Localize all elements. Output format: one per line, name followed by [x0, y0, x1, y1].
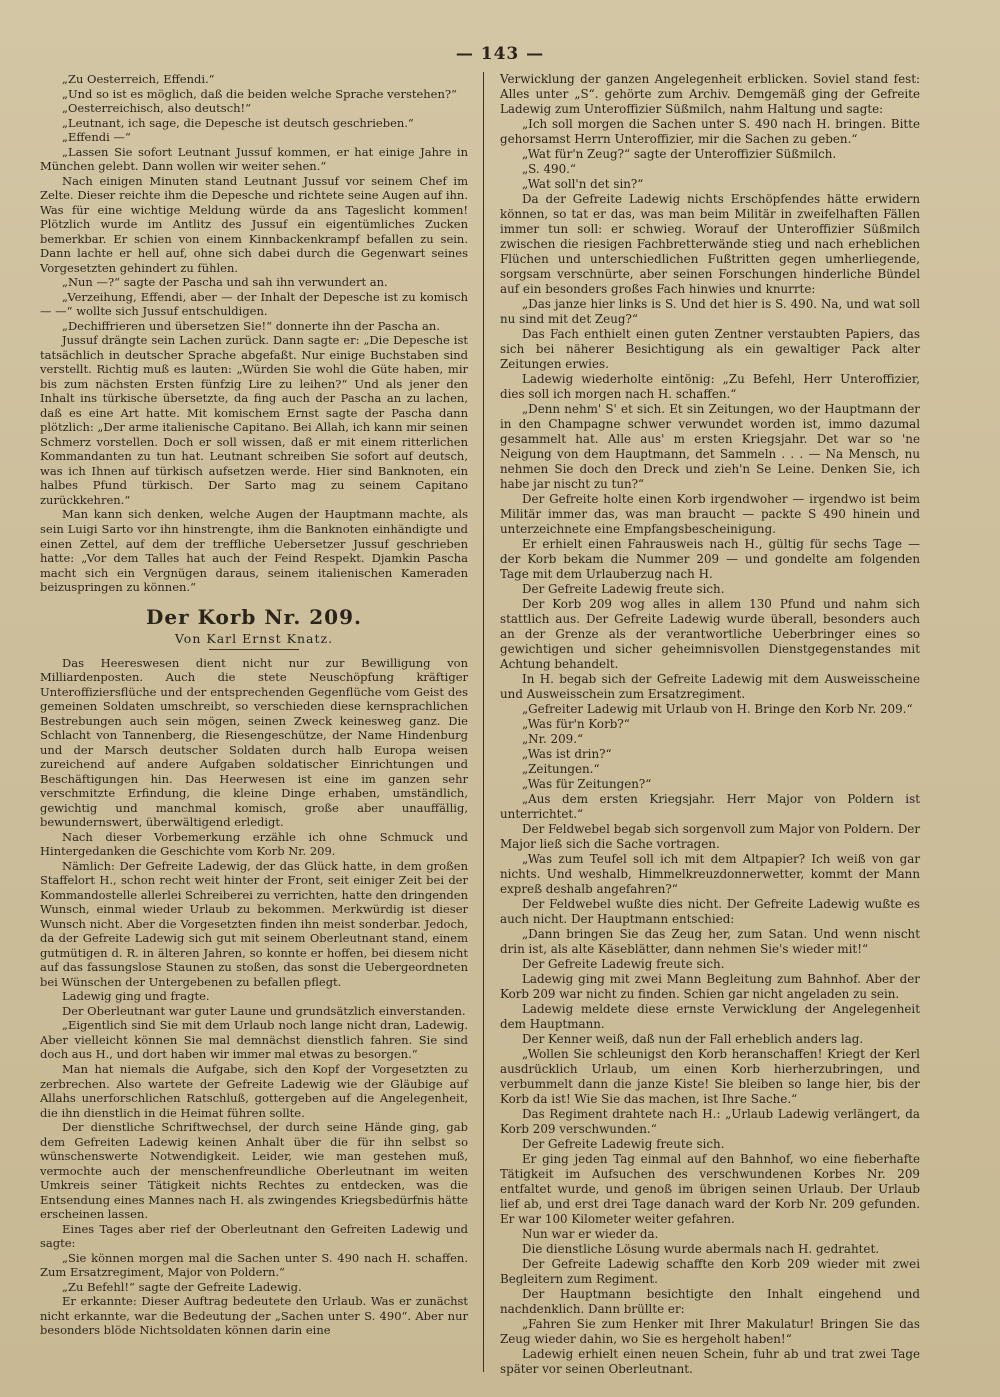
paragraph: „Was für Zeitungen?“ [522, 777, 652, 791]
article-body-right [500, 72, 920, 1377]
left-column [40, 72, 468, 1338]
paragraph: Eines Tages aber rief der Oberleutnant den Gefreiten Ladewig und sagte: [40, 1221, 468, 1251]
paragraph: „Effendi —“ [62, 130, 131, 145]
paragraph: Der Gefreite holte einen Korb irgendwoher — irgendwo ist beim Militär immer das, was man braucht — packte S 490 hinein und unterzeichnete eine Empfangsbescheinigung. [500, 492, 920, 536]
paragraph: Der Feldwebel begab sich sorgenvoll zum Major von Poldern. Der Major ließ sich die Sache vortragen. [500, 822, 920, 851]
paragraph: Nach dieser Vorbemerkung erzähle ich ohne Schmuck und Hintergedanken die Geschichte vom Korb Nr. 209. [40, 829, 468, 859]
paragraph: „Ich soll morgen die Sachen unter S. 490 nach H. bringen. Bitte gehorsamst Herrn Unteroffizier, mir die Sachen zu geben.“ [500, 117, 920, 146]
paragraph: Die dienstliche Lösung wurde abermals nach H. gedrahtet. [522, 1242, 880, 1256]
paragraph: Das Heereswesen dient nicht nur zur Bewilligung von Milliardenposten. Auch die stete Neuschöpfung kräftiger Unteroffiziersflüche und der entsprechenden Gegenflüche vom Geist des gemeinen Soldaten umschreibt, so verschieden diese kernsprachlichen Bestrebungen auch sein mögen, seinen Zweck keinesweg ganz. Die Schlacht von Tannenberg, die Riesengeschütze, der Name Hindenburg und der Marsch deutscher Soldaten durch halb Europa weisen zureichend auf andere Aufgaben soldatischer Einrichtungen und Beschäftigungen hin. Das Heerwesen ist eine im ganzen sehr verschmitzte Erfindung, die kleine Dinge erhaben, umständlich, gewichtig und manchmal komisch, große aber unauffällig, bewundernswert, überwältigend erledigt. [40, 655, 468, 830]
right-column [500, 72, 920, 1377]
paragraph: „Wat soll'n det sin?“ [522, 177, 644, 191]
paragraph: „Aus dem ersten Kriegsjahr. Herr Major von Poldern ist unterrichtet.“ [500, 792, 920, 821]
paragraph: „Was ist drin?“ [522, 747, 612, 761]
paragraph: Ladewig ging mit zwei Mann Begleitung zum Bahnhof. Aber der Korb 209 war nicht zu finden. Schien gar nicht angeladen zu sein. [500, 972, 920, 1001]
paragraph: Das Regiment drahtete nach H.: „Urlaub Ladewig verlängert, da Korb 209 verschwunden.“ [500, 1107, 920, 1136]
paragraph: Man hat niemals die Aufgabe, sich den Kopf der Vorgesetzten zu zerbrechen. Also wartete der Gefreite Ladewig wie der Gläubige auf Allahs unerforschlichen Ratschluß, gottergeben auf die Angelegenheit, die ihn dienstlich in die Heimat führen sollte. [40, 1062, 468, 1120]
paragraph: Man kann sich denken, welche Augen der Hauptmann machte, als sein Luigi Sarto vor ihn hinstrengte, ihm die Banknoten einhändigte und einen Zettel, auf dem der treffliche Uebersetzer Jussuf geschrieben hatte: „Vor dem Talles hat auch der Feind Respekt. Djamkin Pascha macht sich ein Vergnügen daraus, seinem italienischen Kameraden beizuspringen zu können.“ [40, 507, 468, 595]
paragraph: „Lassen Sie sofort Leutnant Jussuf kommen, er hat einige Jahre in München gelebt. Dann wollen wir weiter sehen.“ [40, 144, 468, 174]
paragraph: In H. begab sich der Gefreite Ladewig mit dem Ausweisscheine und Ausweisschein zum Ersatzregiment. [500, 672, 920, 701]
paragraph: „Was für'n Korb?“ [522, 717, 630, 731]
paragraph: Nun war er wieder da. [522, 1227, 659, 1241]
paragraph: Ladewig ging und fragte. [62, 989, 210, 1004]
paragraph: „Oesterreichisch, also deutsch!“ [62, 101, 252, 116]
paragraph: Der Gefreite Ladewig freute sich. [522, 582, 725, 596]
article-byline: Von Karl Ernst Knatz. [174, 630, 334, 646]
paragraph: „Eigentlich sind Sie mit dem Urlaub noch lange nicht dran, Ladewig. Aber vielleicht können Sie mal demnächst dienstlich fahren. Sie sind doch aus H., und dort haben wir immer mal etwas zu besorgen.“ [40, 1018, 468, 1062]
paragraph: Er erkannte: Dieser Auftrag bedeutete den Urlaub. Was er zunächst nicht erkannte, war die Bedeutung der „Sachen unter S. 490“. Aber nur besonders blöde Nichtsoldaten können darin eine [40, 1294, 468, 1338]
paragraph: Der Gefreite Ladewig schaffte den Korb 209 wieder mit zwei Begleitern zum Regiment. [500, 1257, 920, 1286]
paragraph: „Und so ist es möglich, daß die beiden welche Sprache verstehen?“ [62, 86, 457, 101]
paragraph: Verwicklung der ganzen Angelegenheit erblicken. Soviel stand fest: Alles unter „S“. gehörte zum Archiv. Demgemäß ging der Gefreite Ladewig zum Unteroffizier Süßmilch, nahm Haltung und sagte: [500, 72, 920, 116]
column-divider [483, 72, 484, 1372]
page-number: — 143 — [455, 44, 545, 64]
paragraph: „Denn nehm' S' et sich. Et sin Zeitungen, wo der Hauptmann der in den Champagne schwer verwundet worden ist, immo dazumal gesammelt hat. Alle aus' m ersten Kriegsjahr. Det war so 'ne Neigung von dem Hauptmann, det Sammeln . . . — Na Mensch, nu nehmen Sie doch den Dreck und zieh'n Se Leine. Denken Sie, ich habe jar nischt zu tun?“ [500, 402, 920, 491]
paragraph: „S. 490.“ [522, 162, 576, 176]
paragraph: Ladewig wiederholte eintönig: „Zu Befehl, Herr Unteroffizier, dies soll ich morgen nach H. schaffen.“ [500, 372, 920, 401]
paragraph: „Was zum Teufel soll ich mit dem Altpapier? Ich weiß von gar nichts. Und weshalb, Himmelkreuzdonnerwetter, kommt der Mann expreß deshalb angefahren?“ [500, 852, 920, 896]
paragraph: Der Hauptmann besichtigte den Inhalt eingehend und nachdenklich. Dann brüllte er: [500, 1287, 920, 1316]
paragraph: Das Fach enthielt einen guten Zentner verstaubten Papiers, das sich bei näherer Besichtigung als ein gewaltiger Pack alter Zeitungen erwies. [500, 327, 920, 371]
paragraph: Der Oberleutnant war guter Laune und grundsätzlich einverstanden. [62, 1003, 466, 1018]
paragraph: Der dienstliche Schriftwechsel, der durch seine Hände ging, gab dem Gefreiten Ladewig keinen Anhalt über die für ihn selbst so wünschenswerte Notwendigkeit. Leider, wie man gestehen muß, vermochte auch der menschenfreundliche Oberleutnant im weiten Umkreis seiner Tätigkeit nichts Rechtes zu entdecken, was die Entsendung eines Mannes nach H. als zwingendes Kriegsbedürfnis hätte erscheinen lassen. [40, 1120, 468, 1222]
paragraph: Der Feldwebel wußte dies nicht. Der Gefreite Ladewig wußte es auch nicht. Der Hauptmann entschied: [500, 897, 920, 926]
paragraph: „Sie können morgen mal die Sachen unter S. 490 nach H. schaffen. Zum Ersatzregiment, Major von Poldern.“ [40, 1250, 468, 1280]
paragraph: Jussuf drängte sein Lachen zurück. Dann sagte er: „Die Depesche ist tatsächlich in deutscher Sprache abgefaßt. Nur einige Buchstaben sind verstellt. Richtig muß es lauten: „Würden Sie wohl die Güte haben, mir bis zum nächsten Ersten fünfzig Lire zu leihen?“ Und als jener den Inhalt ins türkische übersetzte, da fing auch der Pascha an zu lachen, daß es eine Art hatte. Mit komischem Ernst sagte der Pascha dann plötzlich: „Der arme italienische Capitano. Bei Allah, ich kann mir seinen Schmerz vorstellen. Doch er soll wissen, daß er mit einem ritterlichen Kommandanten zu tun hat. Leutnant schreiben Sie sofort auf deutsch, was ich Ihnen auf türkisch aufsetzen werde. Hier sind Banknoten, ein halbes Pfund türkisch. Der Sarto mag zu seinem Capitano zurückkehren.“ [40, 333, 468, 507]
paragraph: „Dann bringen Sie das Zeug her, zum Satan. Und wenn nischt drin ist, als alte Käseblätter, dann nehmen Sie's wieder mit!“ [500, 927, 920, 956]
paragraph: Nach einigen Minuten stand Leutnant Jussuf vor seinem Chef im Zelte. Dieser reichte ihm die Depesche und richtete seine Augen auf ihn. Was für eine wichtige Meldung würde da ans Tageslicht kommen! Plötzlich wurde im Antlitz des Jussuf ein eigentümliches Zucken bemerkbar. Er schien von einem Kinnbackenkrampf befallen zu sein. Dann lachte er hell auf, ohne sich dabei durch die Gegenwart seines Vorgesetzten gehindert zu fühlen. [40, 173, 468, 275]
paragraph: „Leutnant, ich sage, die Depesche ist deutsch geschrieben.“ [62, 115, 414, 130]
paragraph: Er erhielt einen Fahrausweis nach H., gültig für sechs Tage — der Korb bekam die Nummer 209 — und gondelte am folgenden Tage mit dem Urlauberzug nach H. [500, 537, 920, 581]
paragraph: Da der Gefreite Ladewig nichts Erschöpfendes hätte erwidern können, so tat er das, was man beim Militär in zweifelhaften Fällen immer tun soll: er schwieg. Worauf der Unteroffizier Süßmilch zwischen die riesigen Fachbretterwände stieg und nach erheblichen Flüchen und unterschiedlichen Fußtritten gegen umherliegende, sorgsam verschnürte, aber seinen Forschungen hinderliche Bündel auf ein besonders großes Fach hinwies und knurrte: [500, 192, 920, 296]
paragraph: Ladewig erhielt einen neuen Schein, fuhr ab und trat zwei Tage später vor seinen Oberleutnant. [500, 1347, 920, 1376]
paragraph: „Wat für'n Zeug?“ sagte der Unteroffizier Süßmilch. [522, 147, 837, 161]
paragraph: „Das janze hier links is S. Und det hier is S. 490. Na, und wat soll nu sind mit det Zeug?“ [500, 297, 920, 326]
paragraph: Der Kenner weiß, daß nun der Fall erheblich anders lag. [522, 1032, 864, 1046]
title-divider [209, 649, 299, 650]
paragraph: Ladewig meldete diese ernste Verwicklung der Angelegenheit dem Hauptmann. [500, 1002, 920, 1031]
paragraph: Der Gefreite Ladewig freute sich. [522, 957, 725, 971]
paragraph: „Zu Oesterreich, Effendi.“ [62, 72, 215, 86]
paragraph: „Zeitungen.“ [522, 762, 600, 776]
paragraph: Nämlich: Der Gefreite Ladewig, der das Glück hatte, in dem großen Staffelort H., schon recht weit hinter der Front, seit einiger Zeit bei der Kommandostelle allerlei Schreiberei zu verrichten, hatte den dringenden Wunsch, einmal wieder Urlaub zu bekommen. Merkwürdig ist dieser Wunsch nicht. Aber die Vorgesetzten finden ihn meist sonderbar. Jedoch, da der Gefreite Ladewig sich gut mit seinem Oberleutnant stand, einem gutmütigen d. R. in älteren Jahren, so konnte er hoffen, bei diesem nicht auf das fassungslose Staunen zu stoßen, das sonst die Uebergeordneten bei Wünschen der Untergebenen zu befallen pflegt. [40, 858, 468, 989]
left-story-ending [40, 72, 468, 595]
paragraph: „Gefreiter Ladewig mit Urlaub von H. Bringe den Korb Nr. 209.“ [522, 702, 913, 716]
paragraph: Der Korb 209 wog alles in allem 130 Pfund und nahm sich stattlich aus. Der Gefreite Ladewig wurde überall, besonders auch an der Grenze als der verantwortliche Ueberbringer eines so gewichtigen und sicher geheimnisvollen Dienstgegenstandes mit Achtung behandelt. [500, 597, 920, 671]
paragraph: Er ging jeden Tag einmal auf den Bahnhof, wo eine fieberhafte Tätigkeit im Aufsuchen des verschwundenen Korbes Nr. 209 entfaltet wurde, und genoß im übrigen seinen Urlaub. Der Urlaub lief ab, und erst drei Tage danach ward der Korb Nr. 209 gefunden. Er war 100 Kilometer weiter gefahren. [500, 1152, 920, 1226]
paragraph: „Wollen Sie schleunigst den Korb heranschaffen! Kriegt der Kerl ausdrücklich Urlaub, um einen Korb hierherzubringen, und verbummelt dann die janze Kiste! Sie bleiben so lange hier, bis der Korb da ist! Wie Sie das machen, ist Ihre Sache.“ [500, 1047, 920, 1106]
paragraph: „Nr. 209.“ [522, 732, 584, 746]
paragraph: Der Gefreite Ladewig freute sich. [522, 1137, 725, 1151]
article-title: Der Korb Nr. 209. [146, 604, 362, 629]
paragraph: „Verzeihung, Effendi, aber — der Inhalt der Depesche ist zu komisch — —“ wollte sich Jussuf entschuldigen. [40, 289, 468, 319]
paragraph: „Zu Befehl!“ sagte der Gefreite Ladewig. [62, 1279, 302, 1294]
paragraph: „Nun —?“ sagte der Pascha und sah ihn verwundert an. [62, 275, 388, 290]
article-body-left [40, 656, 468, 1338]
paragraph: „Dechiffrieren und übersetzen Sie!“ donnerte ihn der Pascha an. [62, 318, 440, 333]
paragraph: „Fahren Sie zum Henker mit Ihrer Makulatur! Bringen Sie das Zeug wieder dahin, wo Sie es hergeholt haben!“ [500, 1317, 920, 1346]
